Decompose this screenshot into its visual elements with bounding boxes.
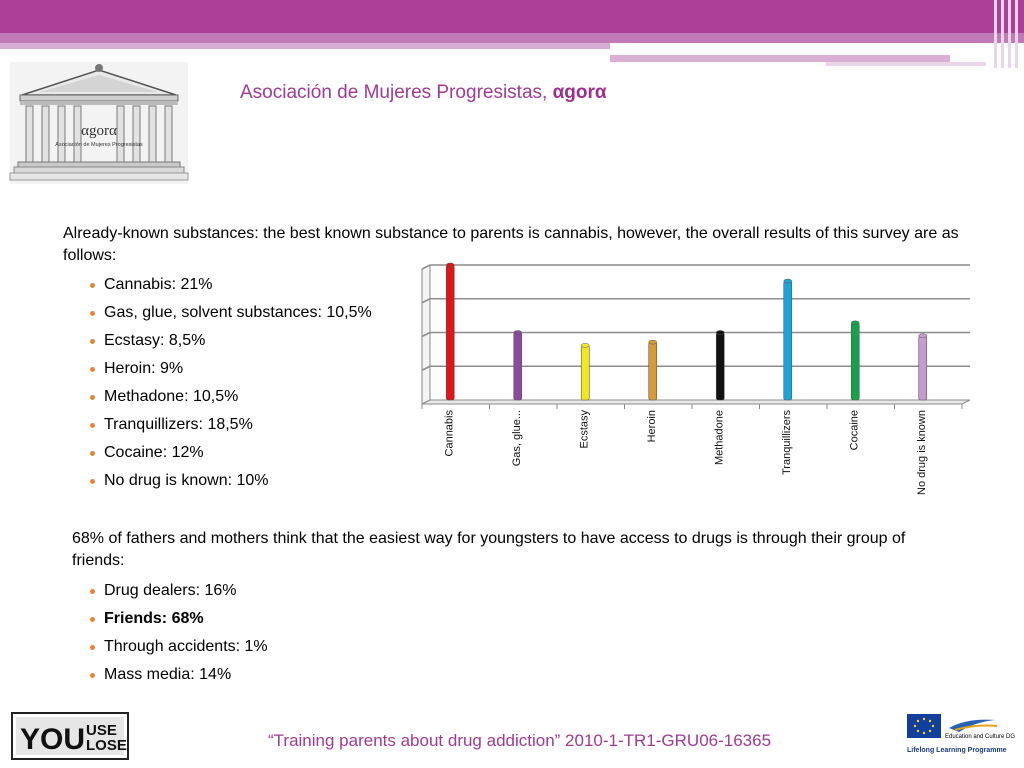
list-item-text: Methadone: 10,5%	[104, 388, 239, 405]
chart-bar	[784, 281, 792, 400]
header-stripe	[1001, 0, 1004, 68]
bullet-icon	[90, 395, 95, 400]
chart-bar-top	[649, 340, 657, 344]
list-item	[78, 605, 398, 633]
list-item	[78, 411, 398, 439]
header-stripe	[1015, 0, 1018, 68]
logo-use: USE	[86, 722, 117, 739]
list-item	[78, 383, 398, 411]
eu-lifelong-learning-logo	[905, 710, 1016, 760]
bullet-icon	[90, 311, 95, 316]
eu-label: Education and Culture DG	[945, 734, 1016, 740]
list-item	[78, 355, 398, 383]
header-band-accent-light	[826, 62, 986, 66]
list-item	[78, 327, 398, 355]
access-paragraph: 68% of fathers and mothers think that the easiest way for youngsters to have access to drugs is through their group of friends:	[72, 530, 906, 569]
chart-category-label: Cocaine	[848, 410, 861, 451]
chart-category-label: Ecstasy	[578, 410, 591, 449]
intro-paragraph: Already-known substances: the best known substance to parents is cannabis, however, the overall results of this survey are as follows:	[63, 225, 959, 264]
logo-you: YOU	[20, 723, 86, 756]
list-item-text: Tranquillizers: 18,5%	[104, 416, 253, 433]
list-item-text: Drug dealers: 16%	[104, 582, 237, 599]
chart-category-label: No drug is known	[915, 410, 928, 495]
chart-bar	[716, 333, 724, 401]
bullet-icon	[90, 617, 95, 622]
chart-bar-top	[581, 343, 589, 347]
logo-brand: αgorα	[81, 123, 117, 139]
list-item	[78, 633, 398, 661]
list-item-text: Heroin: 9%	[104, 360, 184, 377]
page-title	[240, 82, 607, 104]
chart-bar-top	[716, 331, 724, 335]
logo-lose: LOSE	[86, 737, 127, 754]
header-band-tertiary	[0, 43, 610, 49]
you-use-lose-logo	[12, 713, 128, 759]
chart-bar	[919, 336, 927, 400]
bullet-icon	[90, 451, 95, 456]
header-stripe	[1008, 0, 1011, 68]
bullet-icon	[90, 589, 95, 594]
list-item	[78, 271, 398, 299]
chart-bar	[649, 342, 657, 400]
chart-category-label: Heroin	[645, 410, 658, 443]
chart-bar	[514, 333, 522, 401]
list-item-text: Cannabis: 21%	[104, 276, 213, 293]
list-item-text-highlight: Friends: 68%	[104, 610, 204, 627]
header-band-accent	[610, 55, 950, 62]
chart-bar	[446, 265, 454, 400]
eu-programme: Lifelong Learning Programme	[907, 747, 1007, 754]
list-item-text: Ecstasy: 8,5%	[104, 332, 206, 349]
chart-category-label: Methadone	[713, 410, 726, 466]
chart-bar	[851, 323, 859, 400]
list-item-text: Mass media: 14%	[104, 666, 232, 683]
list-item	[78, 439, 398, 467]
chart-bar-top	[514, 331, 522, 335]
title-brand: αgorα	[552, 82, 607, 103]
list-item	[78, 661, 398, 689]
list-item	[78, 299, 398, 327]
bullet-icon	[90, 283, 95, 288]
list-item	[78, 577, 398, 605]
header-band	[0, 0, 1024, 33]
agora-temple-logo	[10, 62, 188, 184]
substances-bar-chart	[405, 255, 975, 510]
header-band-gap	[610, 43, 990, 47]
logo-caption: Asociación de Mujeres Progresistas	[55, 142, 143, 148]
chart-category-label: Cannabis	[443, 410, 456, 457]
title-prefix: Asociación de Mujeres Progresistas,	[240, 82, 548, 103]
list-item-text: No drug is known: 10%	[104, 472, 269, 489]
list-item-text: Through accidents: 1%	[104, 638, 268, 655]
list-item-text: Gas, glue, solvent substances: 10,5%	[104, 304, 372, 321]
substances-list	[78, 271, 398, 495]
chart-category-label: Tranquillizers	[780, 410, 793, 476]
list-item-text: Cocaine: 12%	[104, 444, 204, 461]
list-item	[78, 467, 398, 495]
bullet-icon	[90, 367, 95, 372]
bullet-icon	[90, 673, 95, 678]
chart-bar-top	[919, 334, 927, 338]
access-list	[78, 577, 398, 689]
bullet-icon	[90, 479, 95, 484]
chart-category-label: Gas, glue...	[510, 410, 523, 467]
header-stripe	[994, 0, 997, 68]
project-reference: “Training parents about drug addiction” 2010-1-TR1-GRU06-16365	[268, 731, 772, 750]
chart-bar-top	[784, 279, 792, 283]
chart-bar-top	[851, 321, 859, 325]
chart-bar	[581, 345, 589, 400]
header-band-secondary	[0, 33, 1024, 43]
bullet-icon	[90, 339, 95, 344]
bullet-icon	[90, 423, 95, 428]
chart-floor	[422, 400, 970, 404]
bullet-icon	[90, 645, 95, 650]
